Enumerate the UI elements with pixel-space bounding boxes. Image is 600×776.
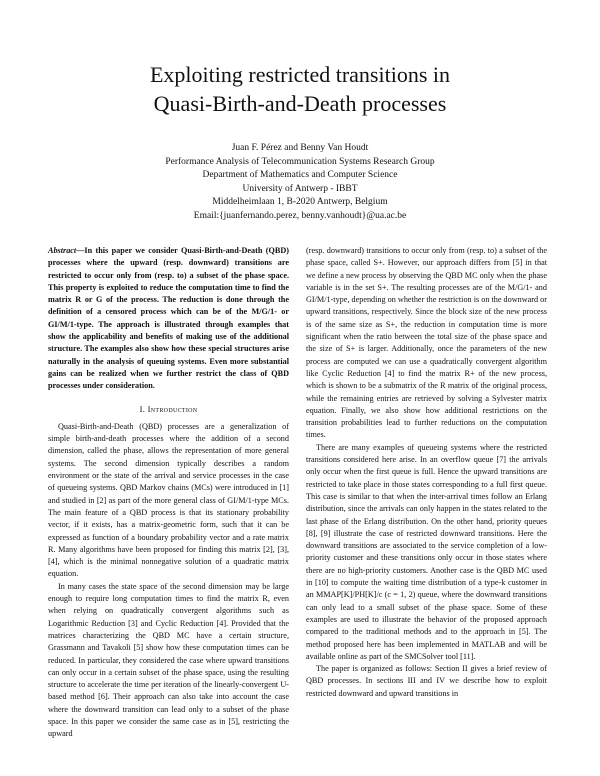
right-column bbox=[306, 245, 547, 700]
affiliation-address: Middelheimlaan 1, B-2020 Antwerp, Belgium bbox=[212, 197, 388, 207]
intro-paragraph-3: (resp. downward) transitions to occur only from (resp. to) a subset of the phase space, called S+. However, our approach differs from [5] in that we define a new process by observing the QBD MC only when the phase variable is in the set S+. The resulting processes are of the M/G/1- and GI/M/1-type, depending on whether the restriction is on the downward or upward transitions, respectively. Since the block size of the new process is of the same size as S+, the reduction in computation time is more significant when the ratio between the total size of the phase space and the size of S+ is larger. Additionally, once the parameters of the new process are computed we can use a quadratically convergent algorithm like Cyclic Reduction [4] to find the matrix R+ of the new process, which is shown to be a submatrix of the R matrix of the original process, while the remaining entries are retrieved by solving a Sylvester matrix equation. Finally, we also show how additional restrictions on the transition probabilities lead to further reductions on the computation times. bbox=[306, 246, 547, 440]
author-block bbox=[40, 142, 560, 223]
section-heading-introduction: I. Introduction bbox=[139, 403, 198, 414]
intro-paragraph-4: There are many examples of queueing systems where the restricted transitions considered here arise. In an overflow queue [7] the arrivals only occur when the first queue is full. Hence the upward transitions are restricted to take place in those states corresponding to a full first queue. This case is similar to that when the inter-arrival times follow an Erlang distribution, since the arrivals can only happen in the states related to the last phase of the Erlang distribution. On the other hand, priority queues [8], [9] illustrate the case of restricted downward transitions. Here the downward transitions are associated to the service completion of a low-priority customer and these transitions only occur in those states where there are no high-priority customers. Another case is the QBD MC used in [10] to compute the waiting time distribution of a type-k customer in an MMAP[K]/PH[K]/c (c = 1, 2) queue, where the downward transitions can only lead to a small subset of the phase space. Some of these examples are used to illustrate the behavior of the proposed approach compared to the traditional methods and to the approach in [5]. The method proposed here has been implemented in MATLAB and will be available online as part of the SMCSolver tool [11]. bbox=[306, 442, 547, 661]
paper-title bbox=[40, 60, 560, 118]
title-line-2: Quasi-Birth-and-Death processes bbox=[153, 91, 447, 116]
affiliation-group: Performance Analysis of Telecommunication Systems Research Group bbox=[165, 156, 435, 167]
intro-paragraph-5: The paper is organized as follows: Section II gives a brief review of QBD processes. In sections III and IV we describe how to exploit restricted downward and upward transitions in bbox=[306, 664, 547, 698]
intro-paragraph-2: In many cases the state space of the second dimension may be large enough to require long computation times to find the matrix R, even when relying on quadratically convergent algorithms such as Logarithmic Reduction [3] and Cyclic Reduction [4]. Provided that the matrices characterizing the QBD MC have a certain structure, Grassmann and Tavakoli [5] show how these computation times can be reduced. In particular, they considered the case where upward transitions can only occur in a certain subset of the phase space, using the resulting structure to accelerate the time per iteration of the linearly-convergent U-based method [6]. Their approach can also take into account the case where the downward transition can lead only to a subset of the phase space. In this paper we consider the same case as in [5], restricting the upward bbox=[48, 581, 289, 739]
author-names: Juan F. Pérez and Benny Van Houdt bbox=[231, 143, 369, 153]
affiliation-department: Department of Mathematics and Computer Science bbox=[202, 170, 398, 180]
author-email: Email:{juanfernando.perez, benny.vanhoudt}@ua.ac.be bbox=[193, 210, 407, 221]
affiliation-university: University of Antwerp - IBBT bbox=[242, 183, 358, 194]
abstract bbox=[48, 245, 289, 393]
title-line-1: Exploiting restricted transitions in bbox=[149, 62, 450, 87]
left-column bbox=[48, 245, 289, 741]
abstract-text: —In this paper we consider Quasi-Birth-and-Death (QBD) processes where the upward (resp. downward) transitions are restricted to occur only from (resp. to) a subset of the phase space. This property is exploited to reduce the computation time to find the matrix R or G of the process. The reduction is done through the definition of a censored process which can be of the M/G/1- or GI/M/1-type. The approach is illustrated through examples that show the applicability and benefits of making use of the additional structure. The examples also show how these special structures arise naturally in the analysis of queuing systems. Even more substantial gains can be realized when we further restrict the class of QBD processes under consideration. bbox=[48, 246, 289, 391]
abstract-lead: Abstract bbox=[48, 246, 77, 255]
intro-paragraph-1: Quasi-Birth-and-Death (QBD) processes are a generalization of simple birth-and-death processes where the addition of a second dimension, called the phase, allows the representation of more general systems. The second dimension typically describes a random environment or the state of the arrival and service processes in the case of queueing systems. QBD Markov chains (MCs) were introduced in [1] and studied in [2] as part of the more general class of GI/M/1-type MCs. The main feature of a QBD process is that its stationary probability vector, if it exists, has a matrix-geometric form, such that it can be expressed as function of a boundary probability vector and a rate matrix R. Many algorithms have been proposed for finding this matrix [2], [3], [4], which is the minimal nonnegative solution of a quadratic matrix equation. bbox=[48, 421, 289, 579]
